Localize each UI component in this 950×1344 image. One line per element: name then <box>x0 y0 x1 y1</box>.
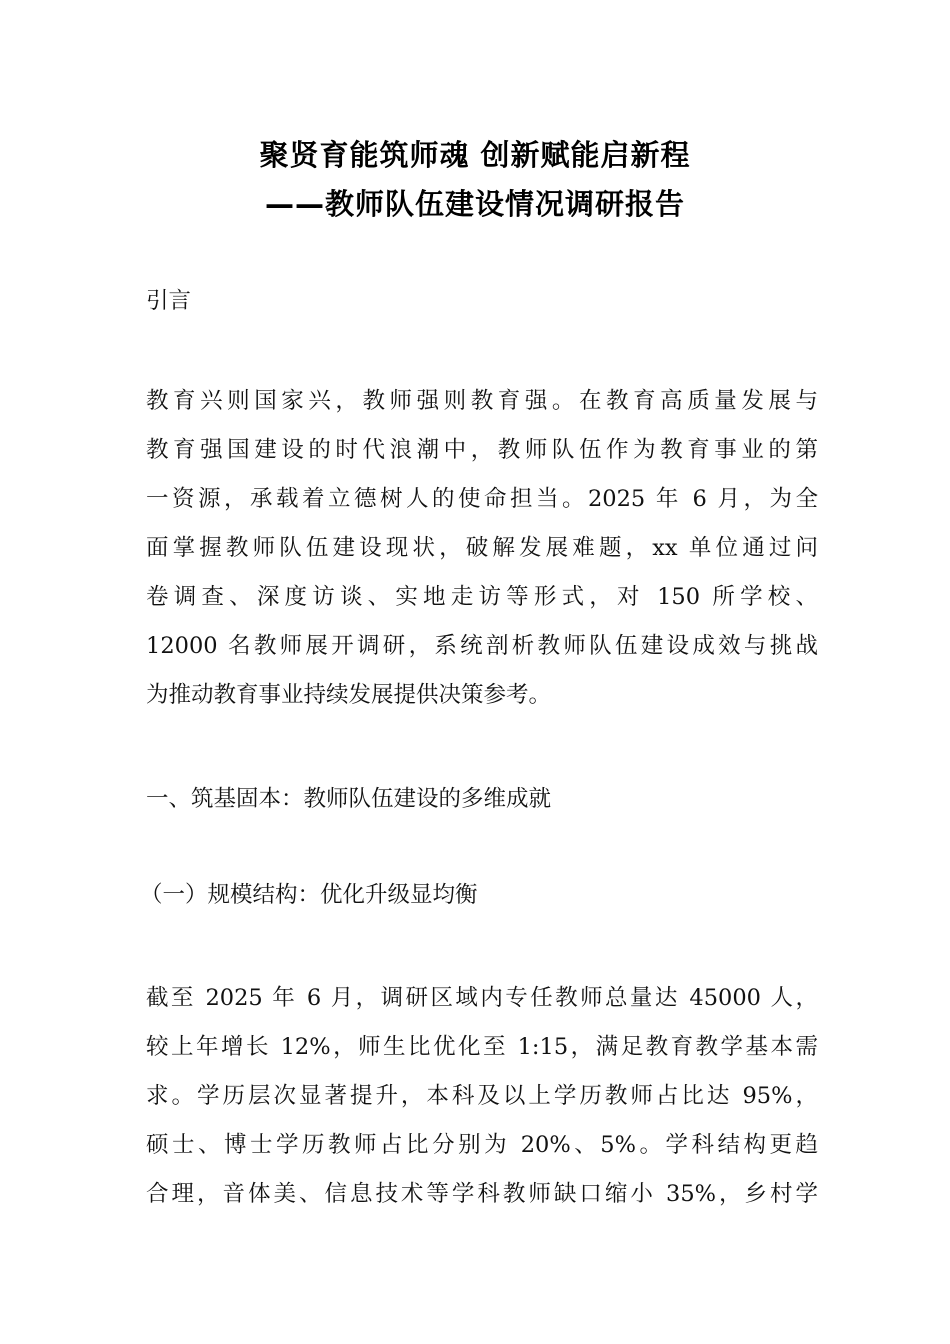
paragraph-line: 较上年增长 12%，师生比优化至 1:15，满足教育教学基本需 <box>146 1034 818 1060</box>
paragraph-line: 12000 名教师展开调研，系统剖析教师队伍建设成效与挑战 <box>146 633 818 659</box>
report-title-line-2: ——教师队伍建设情况调研报告 <box>264 187 685 221</box>
paragraph-line: 卷调查、深度访谈、实地走访等形式，对 150 所学校、 <box>146 584 818 610</box>
paragraph-line: 硕士、博士学历教师占比分别为 20%、5%。学科结构更趋 <box>146 1132 818 1158</box>
section-heading: 一、筑基固本：教师队伍建设的多维成就 <box>146 786 552 812</box>
paragraph-line: 教育兴则国家兴，教师强则教育强。在教育高质量发展与 <box>146 388 818 414</box>
paragraph-line: 截至 2025 年 6 月，调研区域内专任教师总量达 45000 人， <box>146 985 818 1011</box>
intro-heading: 引言 <box>146 288 192 314</box>
paragraph-line: 合理，音体美、信息技术等学科教师缺口缩小 35%，乡村学 <box>146 1181 818 1207</box>
paragraph-line: 面掌握教师队伍建设现状，破解发展难题，xx 单位通过问 <box>146 535 818 561</box>
subsection-heading: （一）规模结构：优化升级显均衡 <box>140 882 478 908</box>
paragraph-line: 一资源，承载着立德树人的使命担当。2025 年 6 月，为全 <box>146 486 818 512</box>
report-title-line-1: 聚贤育能筑师魂 创新赋能启新程 <box>259 138 691 172</box>
paragraph-line: 为推动教育事业持续发展提供决策参考。 <box>146 682 552 708</box>
paragraph-line: 教育强国建设的时代浪潮中，教师队伍作为教育事业的第 <box>146 437 818 463</box>
paragraph-line: 求。学历层次显著提升，本科及以上学历教师占比达 95%， <box>146 1083 818 1109</box>
